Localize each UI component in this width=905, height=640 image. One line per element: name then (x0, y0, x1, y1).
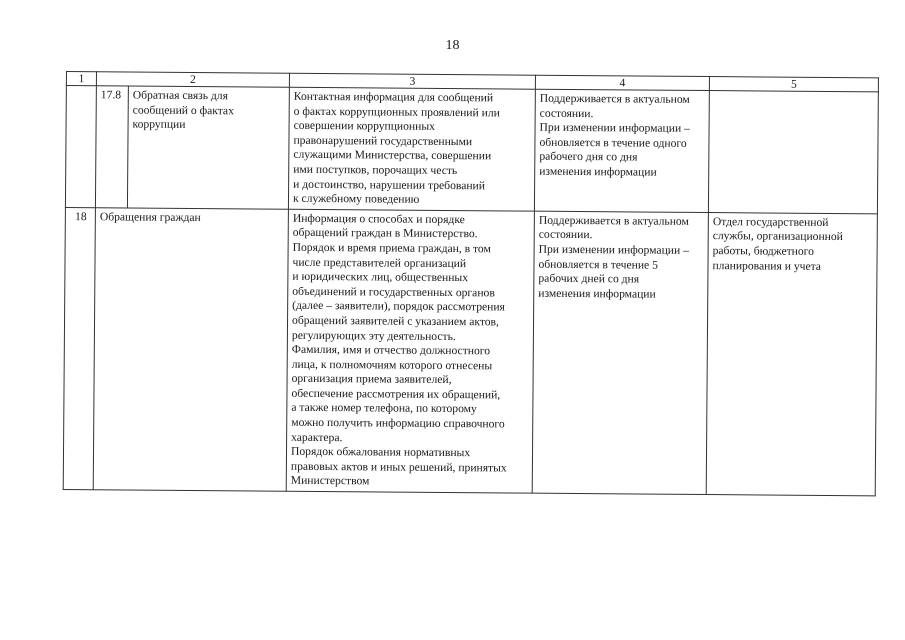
table-row (65, 86, 878, 214)
period-paragraph: Поддерживается в актуальном состоянии. (539, 91, 690, 120)
responsible-text: Отдел государственной службы, организационной работы, бюджетного планирования и учета (712, 214, 843, 273)
content-paragraph: Контактная информация для сообщений о фактах коррупционных проявлений или совершении коррупционных правонарушений государственными служащими Министерства, совершении ими поступков, порочащих честь и достоинство, нарушении требований к служебному поведению (292, 89, 500, 206)
row-name-cell (93, 207, 288, 491)
row-number-cell (65, 86, 96, 208)
row-number-cell: 18 (63, 207, 95, 490)
information-table (63, 71, 879, 496)
table-row (63, 207, 877, 496)
row-name-text: Обращения граждан (99, 210, 201, 224)
row-period-cell (532, 211, 708, 495)
period-paragraph: При изменении информации – обновляется в течение 5 рабочих дней со дня изменения информации (538, 242, 689, 301)
page-number: 18 (445, 38, 460, 53)
content-paragraph: Порядок и время приема граждан, в том числе представителей организаций и юридических лиц, общественных объединений и государственных органов (далее – заявители), порядок рассмотрения обращений заявителей с указанием актов, регулирующих эту деятельность. (291, 240, 505, 343)
content-paragraph: Информация о способах и порядке обращений граждан в Министерство. (292, 211, 478, 241)
header-cell-3: 3 (289, 73, 535, 89)
row-content-cell (286, 209, 534, 493)
period-paragraph: Поддерживается в актуальном состоянии. (538, 213, 689, 242)
row-responsible-cell (708, 91, 878, 214)
header-cell-4: 4 (535, 75, 709, 90)
row-subnumber-cell: 17.8 (95, 86, 128, 208)
header-cell-5: 5 (709, 77, 878, 92)
row-content-cell (288, 87, 535, 211)
row-name-cell (127, 86, 289, 209)
period-paragraph: При изменении информации – обновляется в течение одного рабочего дня со дня изменения информации (539, 120, 690, 179)
row-period-cell (534, 89, 709, 212)
header-cell-1: 1 (66, 72, 96, 86)
content-paragraph: Фамилия, имя и отчество должностного лица, к полномочиям которого отнесены организация приема заявителей, обеспечение рассмотрения их обращений, а также номер телефона, по которому можно получить информацию справочного характера. (291, 342, 505, 444)
header-cell-2: 2 (96, 72, 289, 88)
row-responsible-cell (706, 212, 877, 496)
content-paragraph: Порядок обжалования нормативных правовых актов и иных решений, принятых Министерством (290, 445, 507, 488)
row-name-text: Обратная связь для сообщений о фактах коррупции (132, 88, 234, 132)
